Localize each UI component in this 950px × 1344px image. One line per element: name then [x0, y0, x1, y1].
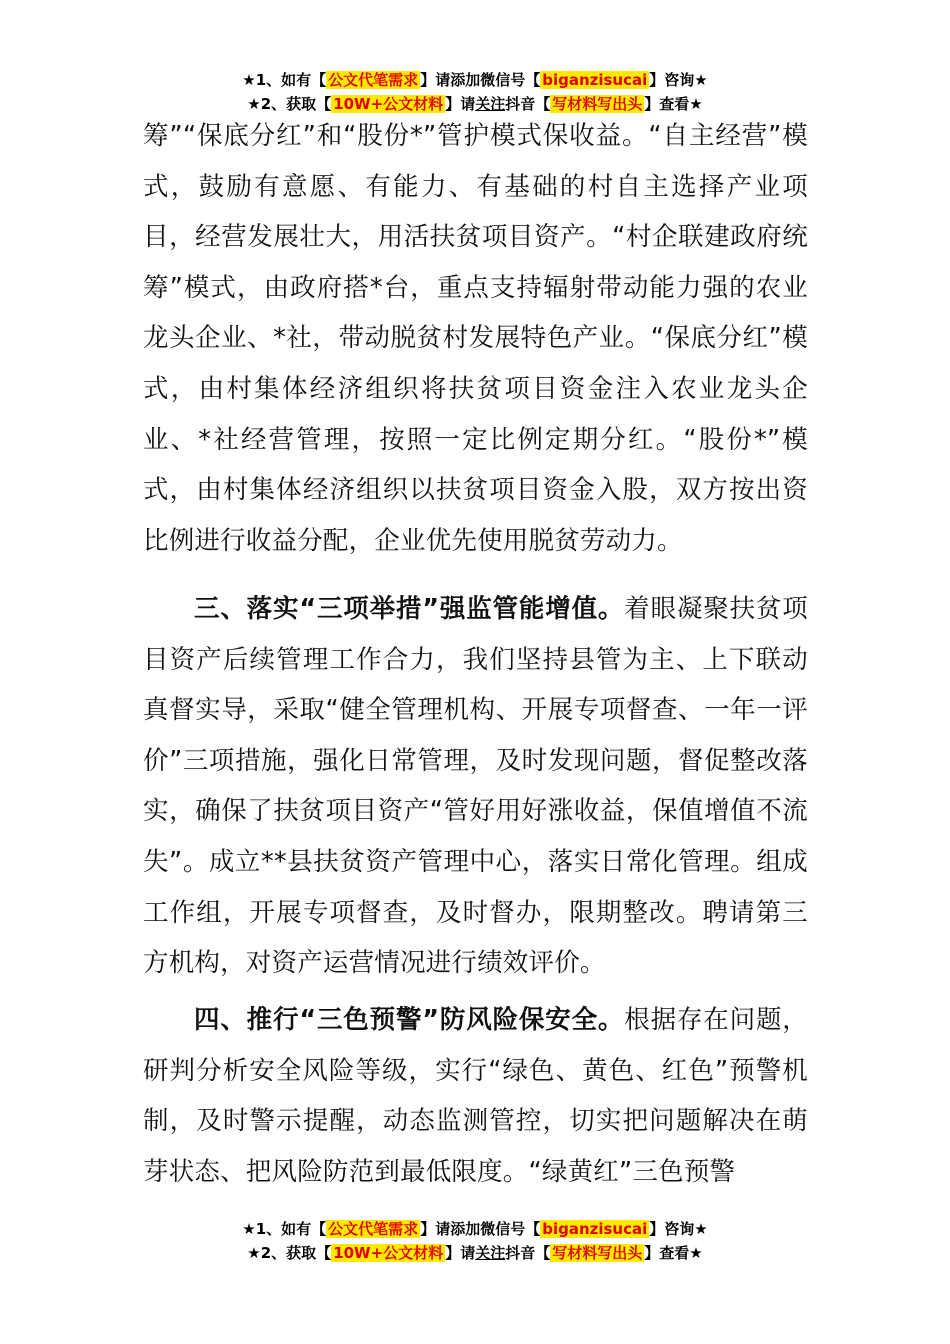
highlight-materials: 10W+公文材料 [333, 95, 444, 113]
highlight-wechat-id: biganzisucai [542, 71, 648, 89]
banner-line-1: ★1、如有【 公文代笔需求 】请添加微信号【 biganzisucai 】咨询★ [242, 71, 708, 89]
underlined-follow: 关注 [475, 95, 506, 113]
footer-highlight-service: 公文代笔需求 [328, 1220, 419, 1238]
paragraph-2 [143, 584, 808, 989]
paragraph-2-text: 着眼凝聚扶贫项目资产后续管理工作合力，我们坚持县管为主、上下联动真督实导，采取“健全管理机构、开展专项督查、一年一评价”三项措施，强化日常管理，及时发现问题，督促整改落实，确保了扶贫项目资产“管好用好涨收益，保值增值不流失”。成立**县扶贫资产管理中心，落实日常化管理。组成工作组，开展专项督查，及时督办，限期整改。聘请第三方机构，对资产运营情况进行绩效评价。 [143, 594, 808, 979]
section-heading-4: 四、推行“三色预警”防风险保安全。 [194, 1005, 625, 1035]
footer-underlined-follow: 关注 [475, 1244, 506, 1262]
paragraph-1-text: 筹”“保底分红”和“股份*”管护模式保收益。“自主经营”模式，鼓励有意愿、有能力、有基础的村自主选择产业项目，经营发展壮大，用活扶贫项目资产。“村企联建政府统筹”模式，由政府搭*台，重点支持辐射带动能力强的农业龙头企业、*社，带动脱贫村发展特色产业。“保底分红”模式，由村集体经济组织将扶贫项目资金注入农业龙头企业、*社经营管理，按照一定比例定期分红。“股份*”模式，由村集体经济组织以扶贫项目资金入股，双方按出资比例进行收益分配，企业优先使用脱贫劳动力。 [143, 121, 808, 556]
footer-line-1: ★1、如有【 公文代笔需求 】请添加微信号【 biganzisucai 】咨询★ [242, 1220, 708, 1238]
section-heading-3: 三、落实“三项举措”强监管能增值。 [194, 594, 625, 624]
paragraph-3-text: 根据存在问题，研判分析安全风险等级，实行“绿色、黄色、红色”预警机制，及时警示提醒，动态监测管控，切实把问题解决在萌芽状态、把风险防范到最低限度。“绿黄红”三色预警 [143, 1005, 808, 1187]
footer-banner [0, 1217, 950, 1265]
banner-line-2: ★2、获取【 10W+公文材料 】请关注抖音【 写材料写出头 】查看★ [247, 95, 703, 113]
highlight-service: 公文代笔需求 [328, 71, 419, 89]
footer-highlight-materials: 10W+公文材料 [333, 1244, 444, 1262]
highlight-douyin-account: 写材料写出头 [552, 95, 643, 113]
footer-highlight-wechat-id: biganzisucai [542, 1220, 648, 1238]
paragraph-1 [143, 111, 808, 566]
header-banner [0, 68, 950, 116]
footer-line-2: ★2、获取【 10W+公文材料 】请关注抖音【 写材料写出头 】查看★ [247, 1244, 703, 1262]
paragraph-3 [143, 995, 808, 1197]
footer-highlight-douyin-account: 写材料写出头 [552, 1244, 643, 1262]
